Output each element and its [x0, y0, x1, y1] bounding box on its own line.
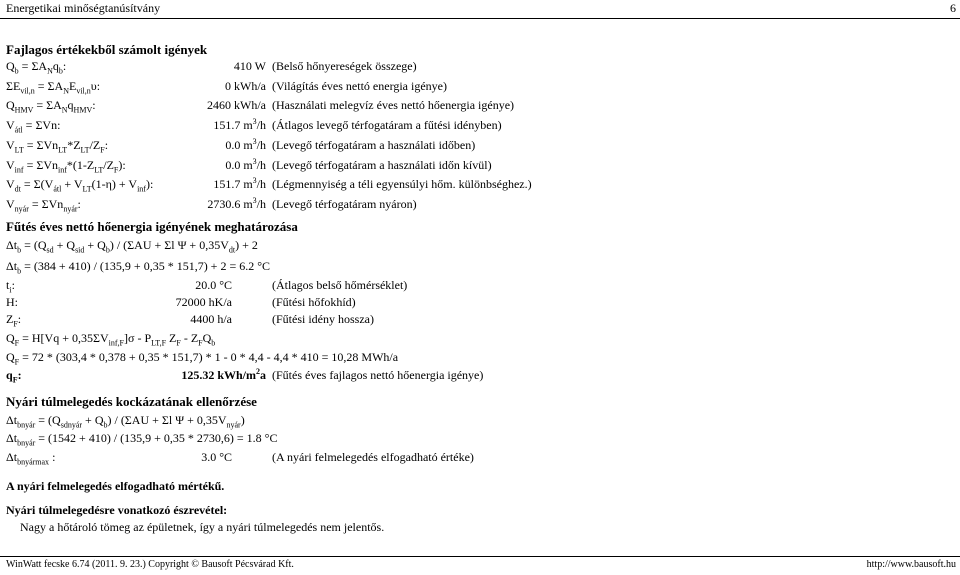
param-value: 4400 h/a: [190, 312, 232, 326]
param-value: 20.0 °C: [195, 278, 232, 292]
page-footer: [0, 556, 960, 575]
summer-max-label: $\Delta t_{bnyármax}$ :: [6, 450, 56, 467]
qf-desc: (Fűtés éves fajlagos nettó hőenergia igénye): [272, 368, 484, 382]
qf-value: 125.32 kWh/$m^2a$: [181, 367, 266, 382]
summer-conclusion: A nyári felmelegedés elfogadható mértékű.: [6, 479, 225, 493]
section-title-summer: Nyári túlmelegedés kockázatának ellenőrzése: [6, 394, 257, 409]
row-desc: (Levegő térfogatáram a használati időben): [272, 137, 476, 152]
param-value: 72000 hK/a: [175, 295, 232, 309]
param-label: H:: [6, 295, 18, 309]
row-label: $V_{inf} = \Sigma Vn_{inf}*(1-Z_{LT}/Z_F)$:: [6, 157, 126, 174]
row-label: $V_{LT} = \Sigma Vn_{LT}*Z_{LT}/Z_F$:: [6, 137, 109, 155]
row-label: $V_{átl} = \Sigma Vn$:: [6, 118, 61, 135]
row-value: 0.0 $m^3/h$: [225, 156, 266, 172]
heating-formula-2: [6, 258, 270, 274]
row-value: 151.7 $m^3/h$: [213, 117, 266, 133]
header-title: Energetikai minőségtanúsítvány: [6, 1, 161, 15]
row-value: 151.7 $m^3/h$: [213, 176, 266, 192]
qf-formula-text: $Q_F = H[Vq + 0,35\Sigma V_{inf,F}]\sigma - P_{LT,F}$ $Z_F - Z_FQ_b$: [6, 331, 216, 348]
section-title-specific-values: Fajlagos értékekből számolt igények: [6, 42, 208, 57]
param-label: $t_i$:: [6, 278, 15, 295]
summer-formula-2: [6, 430, 277, 446]
param-desc: (Fűtési idény hossza): [272, 312, 374, 326]
qf-formula: [6, 330, 215, 346]
qf-label: $q_F$:: [6, 368, 22, 385]
footer-copyright: WinWatt fecske 6.74 (2011. 9. 23.) Copyright © Bausoft Pécsvárad Kft.: [6, 559, 294, 570]
formula-calc: $\Delta t_b = (384 + 410) / (135,9 + 0,35 * 151,7) + 2 = 6.2$ °C: [6, 259, 271, 276]
summer-formula-text: $\Delta t_{bnyár} = (Q_{sdnyár} + Q_b) / (\Sigma AU + \Sigma l$ $\Psi + 0,35V_{nyár}$): [6, 413, 245, 430]
remarks-title: Nyári túlmelegedésre vonatkozó észrevétel:: [6, 503, 228, 517]
summer-max-desc: (A nyári felmelegedés elfogadható értéke): [272, 450, 474, 464]
section-title-heating: Fűtés éves nettó hőenergia igényének meghatározása: [6, 219, 298, 234]
row-label: $Q_{HMV} = \Sigma A_Nq_{HMV}$:: [6, 98, 96, 115]
row-value: 2730.6 $m^3/h$: [207, 195, 266, 211]
qf-calc-text: $Q_F = 72 * (303,4 * 0,378 + 0,35 * 151,7) * 1 - 0 * 4,4 - 4,4 * 410 = 10,28$ MWh/a: [6, 350, 399, 367]
row-label: $V_{dt} = \Sigma(V_{átl} + V_{LT}(1-\eta) + V_{inf})$:: [6, 177, 154, 194]
row-label: $Q_b = \Sigma A_Nq_b$:: [6, 59, 67, 76]
heating-formula-1: [6, 237, 258, 253]
row-desc: (Átlagos levegő térfogatáram a fűtési idényben): [272, 118, 502, 133]
param-label: $Z_F$:: [6, 312, 22, 329]
remarks-text: Nagy a hőtároló tömeg az épületnek, így a nyári túlmelegedés nem jelentős.: [20, 520, 385, 534]
footer-url: http://www.bausoft.hu: [866, 559, 956, 570]
page-header: [0, 0, 960, 19]
row-desc: (Használati melegvíz éves nettó hőenergia igénye): [272, 98, 515, 113]
qf-calculation: [6, 349, 398, 365]
summer-calc-text: $\Delta t_{bnyár} = (1542 + 410) / (135,9 + 0,35 * 2730,6) = 1.8$ °C: [6, 431, 278, 448]
row-desc: (Levegő térfogatáram nyáron): [272, 196, 417, 211]
formula-text: $\Delta t_b = (Q_{sd} + Q_{sid} + Q_b) / (\Sigma AU + \Sigma l$ $\Psi + 0,35V_{dt}) + 2$: [6, 238, 258, 255]
summer-formula-1: [6, 412, 245, 428]
param-desc: (Fűtési hőfokhíd): [272, 295, 356, 309]
param-desc: (Átlagos belső hőmérséklet): [272, 278, 408, 292]
row-desc: (Belső hőnyereségek összege): [272, 59, 417, 73]
row-label: $V_{nyár} = \Sigma Vn_{nyár}$:: [6, 196, 81, 214]
row-value: 2460 kWh/a: [207, 98, 266, 113]
row-desc: (Világítás éves nettó energia igénye): [272, 78, 447, 93]
row-value: 410 W: [233, 59, 266, 73]
summer-max-value: 3.0 °C: [201, 450, 232, 464]
row-label: $\Sigma E_{vil,n} = \Sigma A_NE_{vil,n}\upsilon$:: [6, 78, 101, 96]
row-desc: (Légmennyiség a téli egyensúlyi hőm. különbséghez.): [272, 177, 532, 192]
page-number: 6: [950, 1, 956, 15]
row-desc: (Levegő térfogatáram a használati időn kívül): [272, 157, 492, 172]
row-value: 0 kWh/a: [225, 78, 266, 93]
row-value: 0.0 $m^3/h$: [225, 136, 266, 152]
